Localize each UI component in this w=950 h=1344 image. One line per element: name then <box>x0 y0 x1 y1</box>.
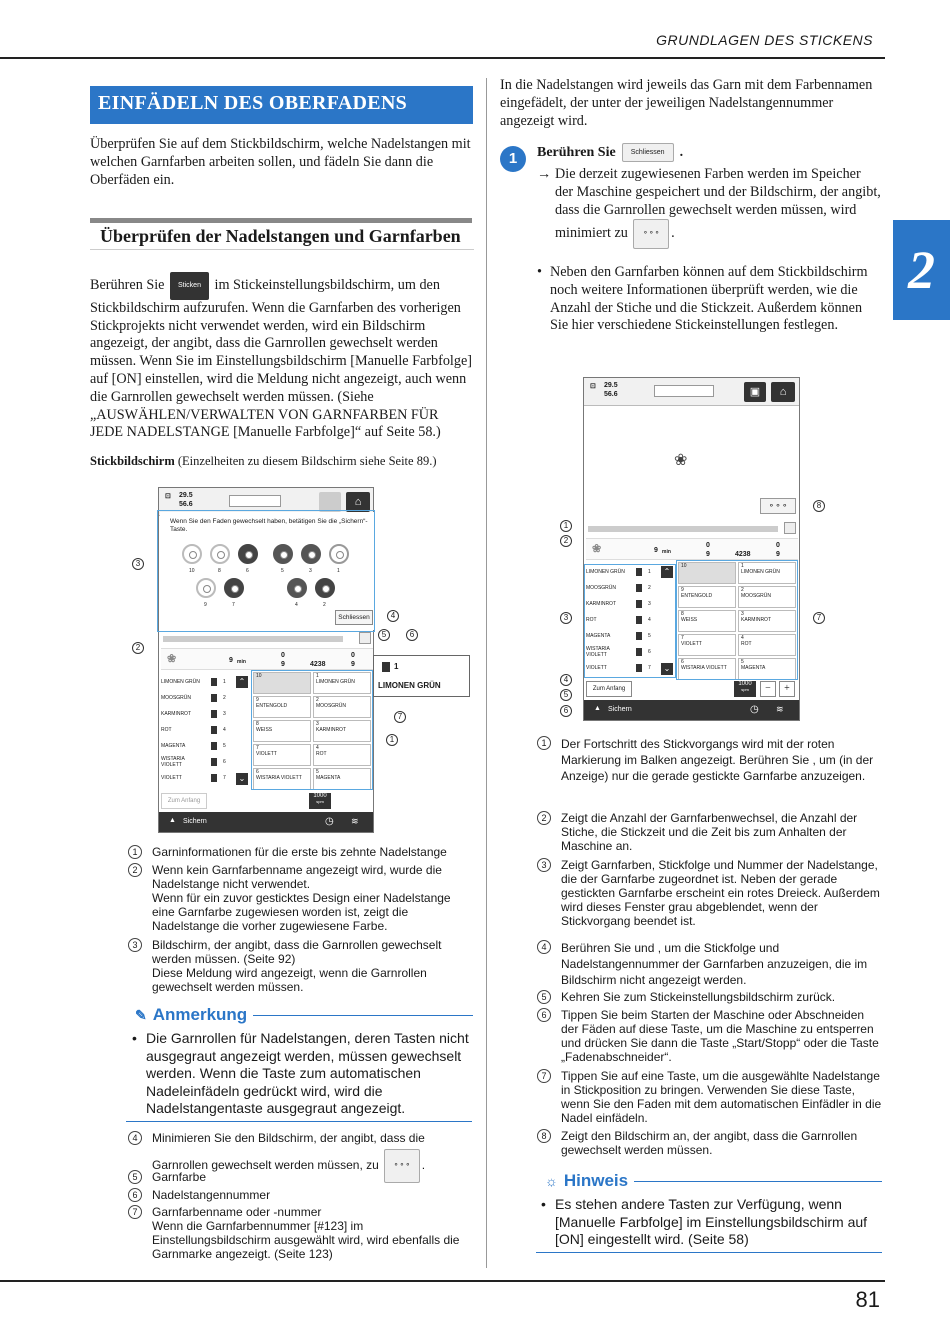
spool-number: 3 <box>309 568 312 574</box>
list-item: 2 Zeigt die Anzahl der Garnfarbenwechsel, die Anzahl der Stiche, die Stickzeit und die Zeit bis zum Anhalten der Maschine an. <box>537 811 882 853</box>
spool-minimize-icon: ⚬⚬⚬ <box>384 1149 420 1183</box>
thread-name: MOOSGRÜN <box>586 585 616 591</box>
para-text-start: Berühren Sie <box>90 277 165 294</box>
lock-icon[interactable]: ▲ <box>169 817 176 824</box>
needle-button[interactable]: 6 WISTARIA VIOLETT <box>253 768 311 790</box>
counter-a: 0 <box>281 652 285 659</box>
subheading: Überprüfen der Nadelstangen und Garnfarben <box>90 224 474 250</box>
return-button[interactable]: Zum Anfang <box>161 793 207 809</box>
embroidery-screen-right <box>583 377 800 721</box>
screen-top-bar <box>584 378 799 406</box>
time-value: 9 <box>654 547 658 554</box>
list-item: 6 Tippen Sie beim Starten der Maschine oder Abschneiden der Fäden auf diese Taste, um die Maschine zu entsperren und drücken Sie dann die Taste „Start/Stopp“ oder die Taste „Fadenabschneider“. <box>537 1008 882 1064</box>
position-readout <box>229 495 281 507</box>
needle-num: 4 <box>648 617 651 623</box>
stitch-count: 4238 <box>310 661 326 668</box>
hint-rule <box>536 1252 882 1253</box>
spool-change-button[interactable]: ⚬⚬⚬ <box>760 498 796 514</box>
thread-color <box>211 678 217 686</box>
subheading-rule <box>90 218 472 223</box>
needle-button[interactable]: 5 MAGENTA <box>313 768 371 790</box>
spool-number: 6 <box>246 568 249 574</box>
callout-3: 3 <box>560 612 572 624</box>
home-icon[interactable]: ⌂ <box>771 382 795 402</box>
needle-num: 7 <box>223 775 226 781</box>
speed-readout: 1000 spm <box>309 793 331 809</box>
spool-number: 4 <box>295 602 298 608</box>
camera-icon[interactable] <box>319 492 341 512</box>
thread-name: ROT <box>161 727 172 733</box>
stitch-count: 4238 <box>735 551 751 558</box>
size-icon: ⊡ <box>165 493 171 500</box>
sticken-button-icon: Sticken <box>170 272 209 300</box>
highlight-frame <box>584 564 676 678</box>
lock-button[interactable]: Sichern <box>183 818 207 825</box>
hint-text: Es stehen andere Tasten zur Verfügung, wenn [Manuelle Farbfolge] im Einstellungsbildschirm auf [ON] eingestellt wird. (Seite 58) <box>555 1196 868 1247</box>
list-item: 4 Minimieren Sie den Bildschirm, der angibt, dass die Garnrollen gewechselt werden müssen, zu ⚬⚬⚬ . <box>128 1127 473 1183</box>
zoom-thread-name: LIMONEN GRÜN <box>378 681 441 690</box>
thread-color <box>211 774 217 782</box>
needle-num: 1 <box>648 569 651 575</box>
single-color-button[interactable] <box>784 522 796 534</box>
position-readout <box>654 385 714 397</box>
lock-icon[interactable]: ▲ <box>594 705 601 712</box>
callout-1: 1 <box>386 734 398 746</box>
callout-5: 5 <box>378 629 390 641</box>
counter-a: 0 <box>706 542 710 549</box>
list-item: 2 Wenn kein Garnfarbenname angezeigt wird, wurde die Nadelstange nicht verwendet. Wenn für ein zuvor gesticktes Design einer Nadelstange eine Garnfarbe zugewiesen worden ist, zeigt die Nadelstange die vorher zugewiesene Farbe. <box>128 863 473 933</box>
thread-name: MAGENTA <box>161 743 186 749</box>
callout-4: 4 <box>387 610 399 622</box>
thread-name: MAGENTA <box>586 633 611 639</box>
needle-button[interactable]: 4 ROT <box>738 634 796 656</box>
needle-button[interactable]: 4 ROT <box>313 744 371 766</box>
spool-number: 5 <box>281 568 284 574</box>
running-head: GRUNDLAGEN DES STICKENS <box>656 32 873 48</box>
needle-button[interactable]: 2 MOOSGRÜN <box>313 696 371 718</box>
list-item: 3 Bildschirm, der angibt, dass die Garnrollen gewechselt werden müssen. (Seite 92) Diese Meldung wird angezeigt, wenn die Garnrollen gewechselt werden müssen. <box>128 938 473 994</box>
highlight-frame <box>251 670 373 790</box>
clock-icon[interactable]: ◷ <box>325 816 334 827</box>
result-arrow: → <box>537 166 552 182</box>
needle-button[interactable]: 6 WISTARIA VIOLETT <box>678 658 736 680</box>
needle-button[interactable]: 10 <box>678 562 736 584</box>
wifi-icon[interactable]: ≋ <box>351 816 359 826</box>
page-number: 81 <box>855 1287 880 1312</box>
zoom-inset <box>373 655 470 697</box>
spool-number: 10 <box>189 568 195 574</box>
list-item: 7 Garnfarbenname oder -nummer Wenn die Garnfarbennummer [#123] im Einstellungsbildschirm ausgewählt wird, wird ebenfalls die Garnmarke angezeigt. (Seite 123) <box>128 1205 473 1261</box>
callout-8: 8 <box>813 500 825 512</box>
needle-num: 6 <box>648 649 651 655</box>
lightbulb-icon: ☼ <box>545 1173 558 1189</box>
needle-button[interactable]: 7 VIOLETT <box>678 634 736 656</box>
right-intro: In die Nadelstangen wird jeweils das Garn mit dem Farbennamen eingefädelt, der unter der jeweiligen Nadelstangennummer angezeigt wird. <box>500 77 873 129</box>
dim-x: 29.5 <box>179 492 193 499</box>
needle-num: 2 <box>223 695 226 701</box>
list-item: 3 Zeigt Garnfarben, Stickfolge und Nummer der Nadelstange, die der Garnfarbe zugeordnet ist. Neben der gerade gestickten Garnfarbe erscheint ein rotes Dreieck. Außerdem wird dieses Fenster grau abgeblendet, wenn der Stickvorgang beendet ist. <box>537 858 882 928</box>
note-text: Die Garnrollen für Nadelstangen, deren Tasten nicht ausgegraut angezeigt werden, müssen gewechselt werden. Wenn die Taste zum automatischen Nadeleinfädeln gedrückt wird, wird die Nadelstangentaste ausgegraut angezeigt. <box>146 1030 469 1116</box>
lock-button[interactable]: Sichern <box>608 706 632 713</box>
flower-icon: ❀ <box>167 653 177 665</box>
scroll-up-icon[interactable]: ⌃ <box>236 676 248 688</box>
speed-minus-button[interactable]: − <box>760 681 776 697</box>
intro-paragraph: Überprüfen Sie auf dem Stickbildschirm, welche Nadelstangen mit welchen Garnfarben arbeiten sollen, und fädeln Sie dann die Oberfäden ein. <box>90 136 471 188</box>
counter-b2: 9 <box>351 661 355 668</box>
section-title: EINFÄDELN DES OBERFADENS <box>90 86 473 124</box>
list-item: 7 Tippen Sie auf eine Taste, um die ausgewählte Nadelstange in Stickposition zu bringen. Verwenden Sie diese Taste, wenn Sie den Faden mit dem automatischen Einfädler in die Nadel einfädeln. <box>537 1069 882 1125</box>
needle-button[interactable]: 5 MAGENTA <box>738 658 796 680</box>
list-item: 1 Garninformationen für die erste bis zehnte Nadelstange <box>128 845 473 859</box>
needle-num: 3 <box>223 711 226 717</box>
time-unit: min <box>237 659 246 665</box>
list-item: 8 Zeigt den Bildschirm an, der angibt, dass die Garnrollen gewechselt werden müssen. <box>537 1129 882 1157</box>
thread-name: WISTARIA VIOLETT <box>161 756 185 768</box>
thread-name: LIMONEN GRÜN <box>161 679 200 685</box>
needle-button[interactable]: 10 <box>253 672 311 694</box>
callout-2: 2 <box>132 642 144 654</box>
callout-6: 6 <box>560 705 572 717</box>
thread-name: VIOLETT <box>586 665 607 671</box>
zoom-needle-num: 1 <box>394 662 399 671</box>
header-rule <box>0 57 885 59</box>
time-unit: min <box>662 549 671 555</box>
needle-num: 1 <box>223 679 226 685</box>
needle-button[interactable]: 8 WEISS <box>678 610 736 632</box>
schliessen-button-icon: Schliessen <box>622 143 674 162</box>
counter-b2: 9 <box>776 551 780 558</box>
list-item: 5 Kehren Sie zum Stickeinstellungsbildschirm zurück. <box>537 990 882 1004</box>
needle-button[interactable]: 3 KARMINROT <box>313 720 371 742</box>
info-row <box>586 538 798 560</box>
callout-2: 2 <box>560 535 572 547</box>
size-icon: ⊡ <box>590 383 596 390</box>
bullet-paragraph: • Neben den Garnfarben können auf dem Stickbildschirm noch weitere Informationen überprüft werden, wie die Anzahl der Stiche und die Stickzeit. Außerdem können Sie hier verschiedene Stickeinstellungen festlegen. <box>537 264 868 334</box>
scroll-down-icon[interactable]: ⌄ <box>661 663 673 675</box>
needle-num: 3 <box>648 601 651 607</box>
time-value: 9 <box>229 657 233 664</box>
needle-button[interactable]: 9 ENTENGOLD <box>253 696 311 718</box>
hint-body <box>541 1196 881 1249</box>
thread-color <box>211 758 217 766</box>
thread-list <box>161 676 237 786</box>
highlight-frame <box>157 510 375 632</box>
needle-button[interactable]: 1 LIMONEN GRÜN <box>313 672 371 694</box>
needle-num: 5 <box>223 743 226 749</box>
thread-color <box>211 710 217 718</box>
camera-icon[interactable]: ▣ <box>744 382 766 402</box>
dim-y: 56.6 <box>604 391 618 398</box>
speed-readout: 1000 spm <box>734 681 756 697</box>
home-icon[interactable]: ⌂ <box>346 492 370 512</box>
spool-number: 8 <box>218 568 221 574</box>
needle-button[interactable]: 9 ENTENGOLD <box>678 586 736 608</box>
thread-color <box>211 694 217 702</box>
progress-bar <box>163 636 343 642</box>
needle-button[interactable]: 7 VIOLETT <box>253 744 311 766</box>
needle-num: 2 <box>648 585 651 591</box>
chapter-tab: 2 <box>893 220 950 320</box>
dim-y: 56.6 <box>179 501 193 508</box>
counter-b: 0 <box>351 652 355 659</box>
bottom-bar <box>159 812 373 832</box>
instruction-paragraph <box>90 272 474 442</box>
needle-button[interactable]: 8 WEISS <box>253 720 311 742</box>
scroll-down-icon[interactable]: ⌄ <box>236 773 248 785</box>
needle-button[interactable]: 3 KARMINROT <box>738 610 796 632</box>
needle-num: 4 <box>223 727 226 733</box>
callout-5: 5 <box>560 689 572 701</box>
progress-bar <box>588 526 778 532</box>
thread-color <box>211 726 217 734</box>
bullet: • <box>541 1196 546 1212</box>
return-button[interactable]: Zum Anfang <box>586 681 632 697</box>
spool-number: 7 <box>232 602 235 608</box>
callout-7: 7 <box>394 711 406 723</box>
callout-7: 7 <box>813 612 825 624</box>
screen-caption <box>90 454 480 469</box>
counter-a2: 9 <box>281 661 285 668</box>
needle-num: 5 <box>648 633 651 639</box>
spool-message: Wenn Sie den Faden gewechselt haben, betätigen Sie die „Sichern“-Taste. <box>170 518 368 533</box>
step-instruction: Berühren Sie Schliessen . <box>537 143 683 162</box>
needle-num: 6 <box>223 759 226 765</box>
thread-color <box>382 662 390 672</box>
counter-b: 0 <box>776 542 780 549</box>
bullet: • <box>132 1030 137 1046</box>
note-icon: ✎ <box>135 1006 147 1023</box>
wifi-icon[interactable]: ≋ <box>776 704 784 714</box>
note-heading <box>135 1005 473 1025</box>
embroidery-screen-left <box>158 487 374 833</box>
step-result: → Die derzeit zugewiesenen Farben werden im Speicher der Maschine gespeichert und der Bildschirm, der angibt, dass die Garnrollen gewechselt werden müssen, wird minimiert zu ⚬⚬⚬ . <box>537 166 882 249</box>
thread-name: LIMONEN GRÜN <box>586 569 625 575</box>
step-number-badge: 1 <box>500 146 526 172</box>
para-text-rest: im Stickeinstellungsbildschirm, um den Stickbildschirm aufzurufen. Wenn die Garnfarben des vorherigen Stickprojekts nicht verwendet werden, wird ein Bildschirm angezeigt, der angibt, dass die Garnrollen gewechselt werden müssen. Wenn Sie im Einstellungsbildschirm [Manuelle Farbfolge] auf [ON] einstellen, wird die Meldung nicht angezeigt, auch wenn die Garnrollen gewechselt werden müssen. (Siehe „AUSWÄHLEN/VERWALTEN VON GARNFARBEN FÜR JEDE NADELSTANGE [Manuelle Farbfolge]“ auf Seite 58.) <box>90 277 472 441</box>
needle-num: 7 <box>648 665 651 671</box>
note-rule <box>126 1121 472 1122</box>
thread-name: KARMINROT <box>161 711 191 717</box>
clock-icon[interactable]: ◷ <box>750 704 759 715</box>
thread-name: MOOSGRÜN <box>161 695 191 701</box>
caption-bold: Stickbildschirm <box>90 454 175 468</box>
counter-a2: 9 <box>706 551 710 558</box>
close-button[interactable]: Schliessen <box>335 610 373 625</box>
design-preview-icon: ❀ <box>674 452 688 469</box>
caption-rest: (Einzelheiten zu diesem Bildschirm siehe Seite 89.) <box>177 454 437 468</box>
speed-plus-button[interactable]: + <box>779 681 795 697</box>
spool-number: 1 <box>337 568 340 574</box>
hint-heading <box>545 1171 882 1191</box>
highlight-frame <box>676 560 798 680</box>
spool-number: 9 <box>204 602 207 608</box>
needle-button[interactable]: 2 MOOSGRÜN <box>738 586 796 608</box>
thread-name: WISTARIA VIOLETT <box>586 646 610 658</box>
column-divider <box>486 78 487 1268</box>
info-row <box>161 648 373 670</box>
callout-6: 6 <box>406 629 418 641</box>
single-color-button[interactable] <box>359 632 371 644</box>
callout-1: 1 <box>560 520 572 532</box>
list-item: 4 Berühren Sie und , um die Stickfolge und Nadelstangennummer der Garnfarben anzuzeigen, die im Bildschirm nicht angezeigt werden. <box>537 940 882 988</box>
spool-minimize-icon: ⚬⚬⚬ <box>633 219 669 249</box>
thread-name: KARMINROT <box>586 601 616 607</box>
scroll-up-icon[interactable]: ⌃ <box>661 566 673 578</box>
dim-x: 29.5 <box>604 382 618 389</box>
flower-icon: ❀ <box>592 543 602 555</box>
list-item: 5 Garnfarbe <box>128 1170 473 1184</box>
thread-name: VIOLETT <box>161 775 182 781</box>
list-item: 1 Der Fortschritt des Stickvorgangs wird mit der roten Markierung im Balken angezeigt. Berühren Sie , um (in der Anzeige) nur die gerade gestickte Garnfarbe anzuzeigen. <box>537 736 882 784</box>
list-item: 6 Nadelstangennummer <box>128 1188 473 1202</box>
callout-3: 3 <box>132 558 144 570</box>
hint-title: Hinweis <box>563 1171 629 1190</box>
needle-button[interactable]: 1 LIMONEN GRÜN <box>738 562 796 584</box>
bottom-bar <box>584 700 799 720</box>
spool-number: 2 <box>323 602 326 608</box>
thread-name: ROT <box>586 617 597 623</box>
footer-rule <box>0 1280 885 1282</box>
callout-4: 4 <box>560 674 572 686</box>
note-title: Anmerkung <box>152 1005 248 1024</box>
thread-color <box>211 742 217 750</box>
note-body <box>132 1030 472 1118</box>
